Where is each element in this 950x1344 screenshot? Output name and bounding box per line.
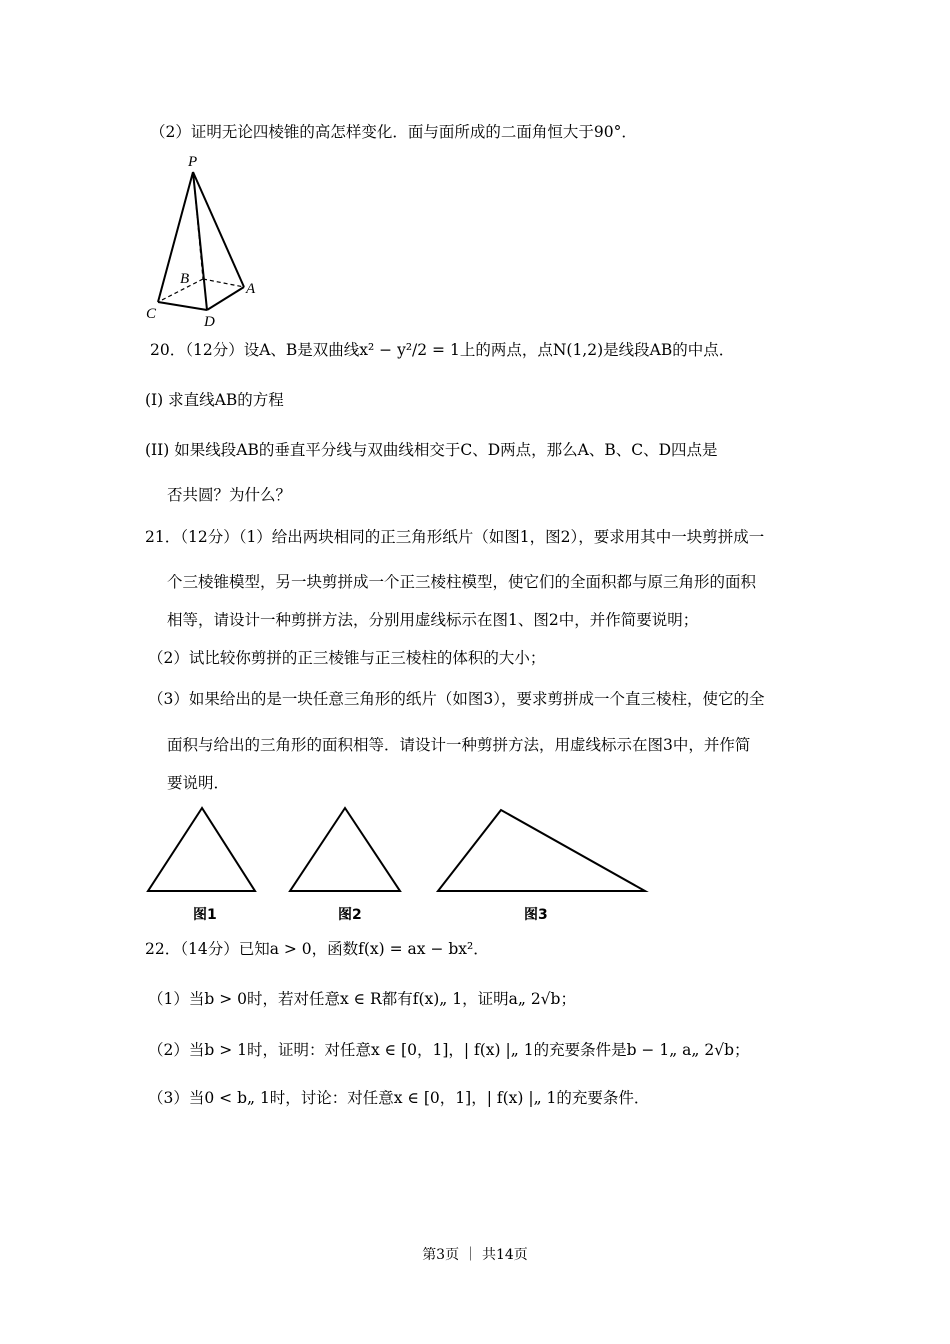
pyramid-edge-da	[207, 287, 244, 310]
q20-part2-line1: (II) 如果线段AB的垂直平分线与双曲线相交于C、D两点，那么A、B、C、D四点是	[145, 441, 718, 459]
label-a: A	[246, 281, 256, 297]
q22-line3: （2）当b > 1时，证明：对任意x ∈ [0，1]，| f(x) |„ 1的充要条件是b − 1„ a„ 2√b；	[148, 1041, 750, 1059]
triangle-figure-3	[430, 800, 660, 900]
label-b: B	[180, 271, 190, 287]
caption-fig3: 图3	[524, 907, 548, 923]
q20-part1: (I) 求直线AB的方程	[145, 391, 284, 409]
triangle-figure-2	[282, 800, 412, 900]
q22-line1: 22．（14分）已知a > 0，函数f(x) = ax − bx²．	[145, 940, 489, 958]
q21-line3: 相等，请设计一种剪拼方法，分别用虚线标示在图1、图2中，并作简要说明；	[167, 611, 699, 629]
pyramid-edge-pd	[193, 172, 207, 310]
q19-part2-text: （2）证明无论四棱锥的高怎样变化．面与面所成的二面角恒大于90°．	[150, 123, 637, 141]
triangle-figure-1	[140, 800, 270, 900]
page-footer: 第3页 ｜ 共14页	[422, 1247, 528, 1263]
q21-line2: 个三棱锥模型，另一块剪拼成一个正三棱柱模型，使它们的全面积都与原三角形的面积	[167, 573, 757, 591]
pyramid-edge-ba	[203, 279, 244, 287]
q21-line7: 要说明．	[167, 774, 230, 792]
q22-line4: （3）当0 < b„ 1时，讨论：对任意x ∈ [0，1]，| f(x) |„ 1的充要条件．	[148, 1089, 650, 1107]
caption-fig2: 图2	[338, 907, 362, 923]
q20-part2-line2: 否共圆？为什么？	[167, 486, 292, 504]
pyramid-figure	[140, 150, 270, 330]
q20-line1: 20．（12分）设A、B是双曲线x² − y²/2 = 1上的两点，点N(1,2)是线段AB的中点．	[150, 341, 735, 359]
label-p: P	[188, 154, 198, 170]
q22-line2: （1）当b > 0时，若对任意x ∈ R都有f(x)„ 1，证明a„ 2√b；	[148, 990, 576, 1008]
q21-line4: （2）试比较你剪拼的正三棱锥与正三棱柱的体积的大小；	[148, 649, 546, 667]
q21-line6: 面积与给出的三角形的面积相等．请设计一种剪拼方法，用虚线标示在图3中，并作简	[167, 736, 751, 754]
q21-line5: （3）如果给出的是一块任意三角形的纸片（如图3），要求剪拼成一个直三棱柱，使它的全	[148, 690, 765, 708]
q21-line1: 21．（12分）（1）给出两块相同的正三角形纸片（如图1，图2），要求用其中一块剪拼成一	[145, 528, 765, 546]
label-d: D	[204, 314, 215, 330]
label-c: C	[146, 306, 157, 322]
pyramid-edge-pa	[193, 172, 244, 287]
caption-fig1: 图1	[193, 907, 217, 923]
pyramid-edge-cd	[158, 302, 207, 310]
